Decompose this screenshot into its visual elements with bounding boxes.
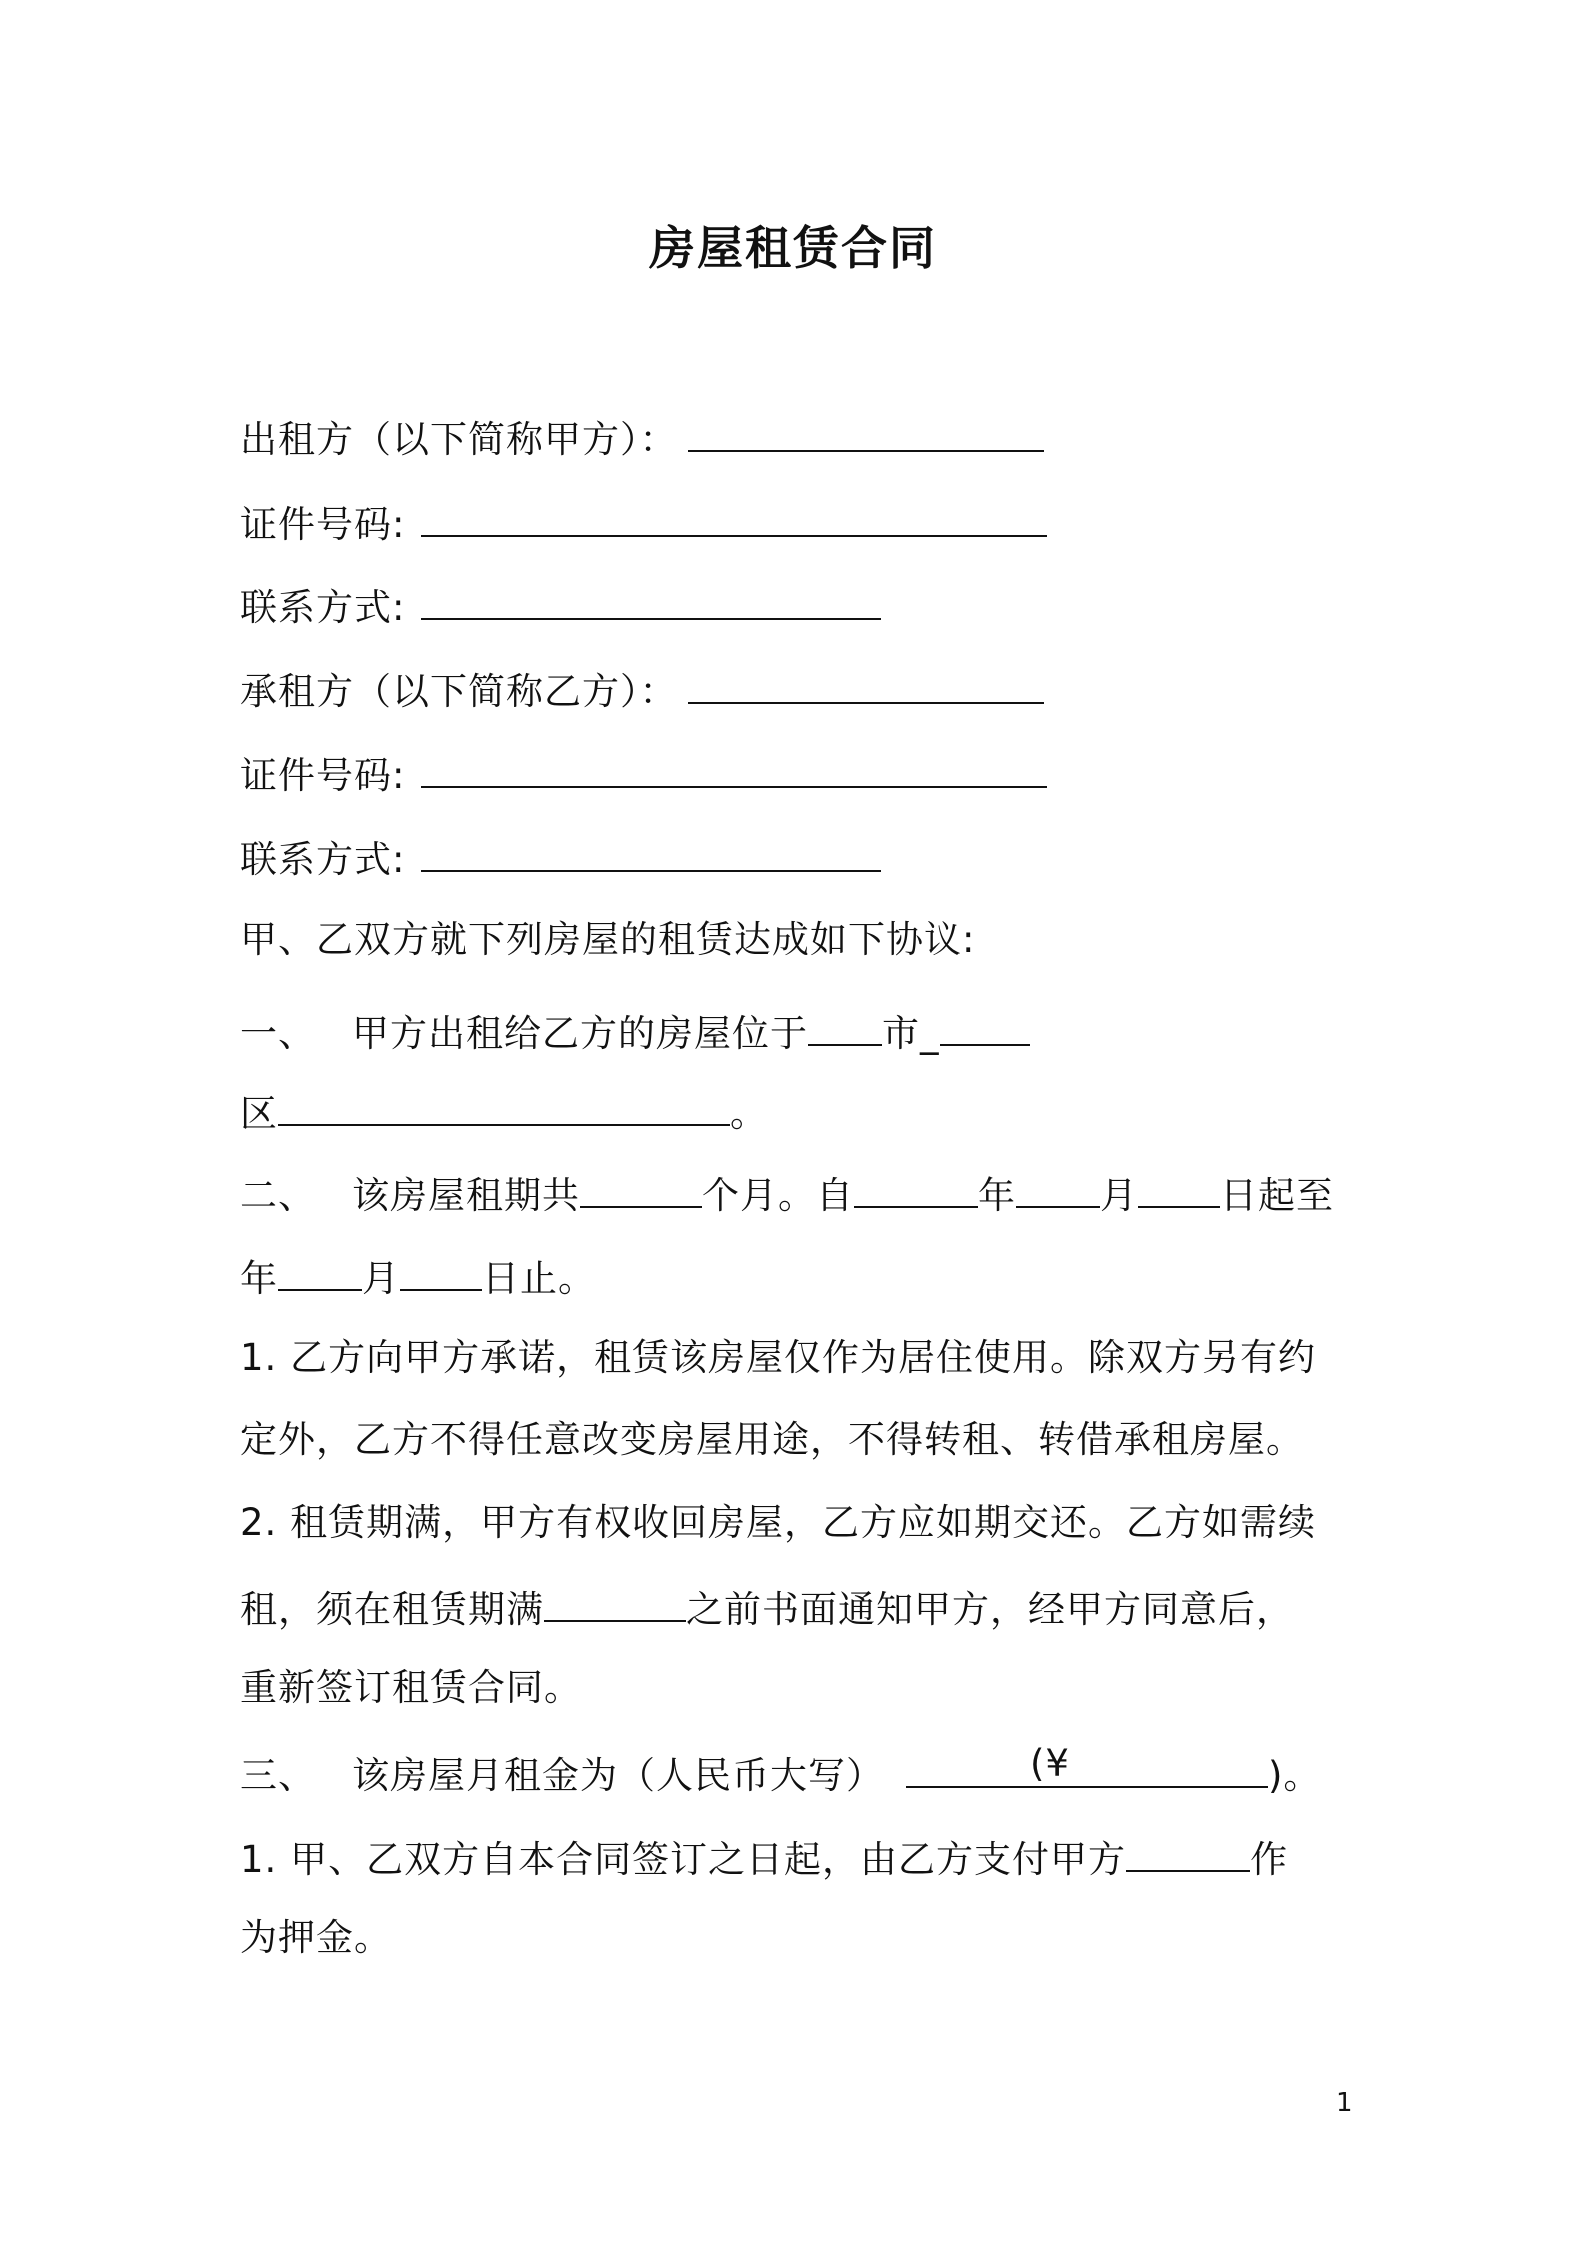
clause2-2-line2 — [240, 1580, 1294, 1636]
section1-city: 市_ — [882, 1012, 940, 1055]
notice-period-blank[interactable] — [544, 1580, 686, 1622]
document-title: 房屋租赁合同 — [649, 221, 937, 275]
lessor-id-blank[interactable] — [421, 495, 1047, 537]
lessor-name-blank[interactable] — [688, 410, 1044, 452]
lessee-label: 承租方（以下简称乙方）： — [240, 670, 678, 713]
district-blank[interactable] — [278, 1084, 730, 1126]
end-year-blank[interactable] — [278, 1249, 362, 1291]
clause2-1-line1: 1. 乙方向甲方承诺，租赁该房屋仅作为居住使用。除双方另有约 — [240, 1336, 1317, 1379]
section3-line — [240, 1742, 1322, 1802]
lessor-id-label: 证件号码: — [240, 503, 406, 546]
city-blank[interactable] — [808, 1004, 882, 1046]
clause2-2-text-a: 租，须在租赁期满 — [240, 1588, 544, 1631]
section1-line1 — [240, 1004, 1030, 1060]
section2-month: 月 — [1100, 1174, 1138, 1217]
section2-months-text: 个月。自 — [702, 1174, 854, 1217]
clause2-2-line3: 重新签订租赁合同。 — [240, 1666, 582, 1709]
section2-line1 — [240, 1166, 1334, 1222]
section2-day-to: 日止。 — [482, 1257, 596, 1300]
section2-day-from: 日起至 — [1220, 1174, 1334, 1217]
lessee-contact-label: 联系方式: — [240, 838, 406, 881]
lessee-contact-line — [240, 830, 881, 886]
lessor-label: 出租方（以下简称甲方）： — [240, 418, 678, 461]
section2-year: 年 — [978, 1174, 1016, 1217]
section2-line2 — [240, 1249, 596, 1305]
section2-end-month-label: 月 — [362, 1257, 400, 1300]
clause3-1-line2: 为押金。 — [240, 1916, 392, 1959]
lessee-line — [240, 662, 1044, 718]
months-blank[interactable] — [580, 1166, 702, 1208]
section1-line2 — [240, 1084, 768, 1140]
section2-text: 该房屋租期共 — [352, 1174, 580, 1217]
clause3-1-line1 — [240, 1830, 1288, 1886]
lessee-id-line — [240, 746, 1047, 802]
start-day-blank[interactable] — [1138, 1166, 1220, 1208]
rent-amount-blank[interactable] — [906, 1742, 1268, 1788]
lessor-contact-line — [240, 578, 881, 634]
lessee-id-blank[interactable] — [421, 746, 1047, 788]
clause3-1-text-a: 1. 甲、乙双方自本合同签订之日起，由乙方支付甲方 — [240, 1838, 1127, 1881]
city-extra-blank[interactable] — [940, 1004, 1030, 1046]
section3-number: 三、 — [240, 1754, 316, 1797]
section1-text: 甲方出租给乙方的房屋位于 — [352, 1012, 808, 1055]
section3-text: 该房屋月租金为（人民币大写） — [352, 1754, 884, 1797]
lessor-line — [240, 410, 1044, 466]
lessor-id-line — [240, 495, 1047, 551]
clause2-2-line1: 2. 租赁期满，甲方有权收回房屋，乙方应如期交还。乙方如需续 — [240, 1501, 1317, 1544]
start-year-blank[interactable] — [854, 1166, 978, 1208]
rent-paren-open: (¥ — [1030, 1742, 1070, 1785]
clause2-2-text-b: 之前书面通知甲方，经甲方同意后， — [686, 1588, 1294, 1631]
section1-number: 一、 — [240, 1012, 316, 1055]
page-number: 1 — [1336, 2088, 1353, 2118]
deposit-blank[interactable] — [1126, 1830, 1250, 1872]
section1-district: 区 — [240, 1092, 278, 1135]
end-month-blank[interactable] — [400, 1249, 482, 1291]
rent-paren-close: )。 — [1268, 1754, 1322, 1797]
lessor-contact-blank[interactable] — [421, 578, 881, 620]
lessee-contact-blank[interactable] — [421, 830, 881, 872]
start-month-blank[interactable] — [1016, 1166, 1100, 1208]
section2-number: 二、 — [240, 1174, 316, 1217]
lessee-id-label: 证件号码: — [240, 754, 406, 797]
lessee-name-blank[interactable] — [688, 662, 1044, 704]
intro-line: 甲、乙双方就下列房屋的租赁达成如下协议: — [240, 918, 976, 961]
clause3-1-text-b: 作 — [1250, 1838, 1289, 1881]
section1-end: 。 — [730, 1092, 768, 1135]
lessor-contact-label: 联系方式: — [240, 586, 406, 629]
section2-end-year-label: 年 — [240, 1257, 278, 1300]
clause2-1-line2: 定外，乙方不得任意改变房屋用途，不得转租、转借承租房屋。 — [240, 1418, 1304, 1461]
